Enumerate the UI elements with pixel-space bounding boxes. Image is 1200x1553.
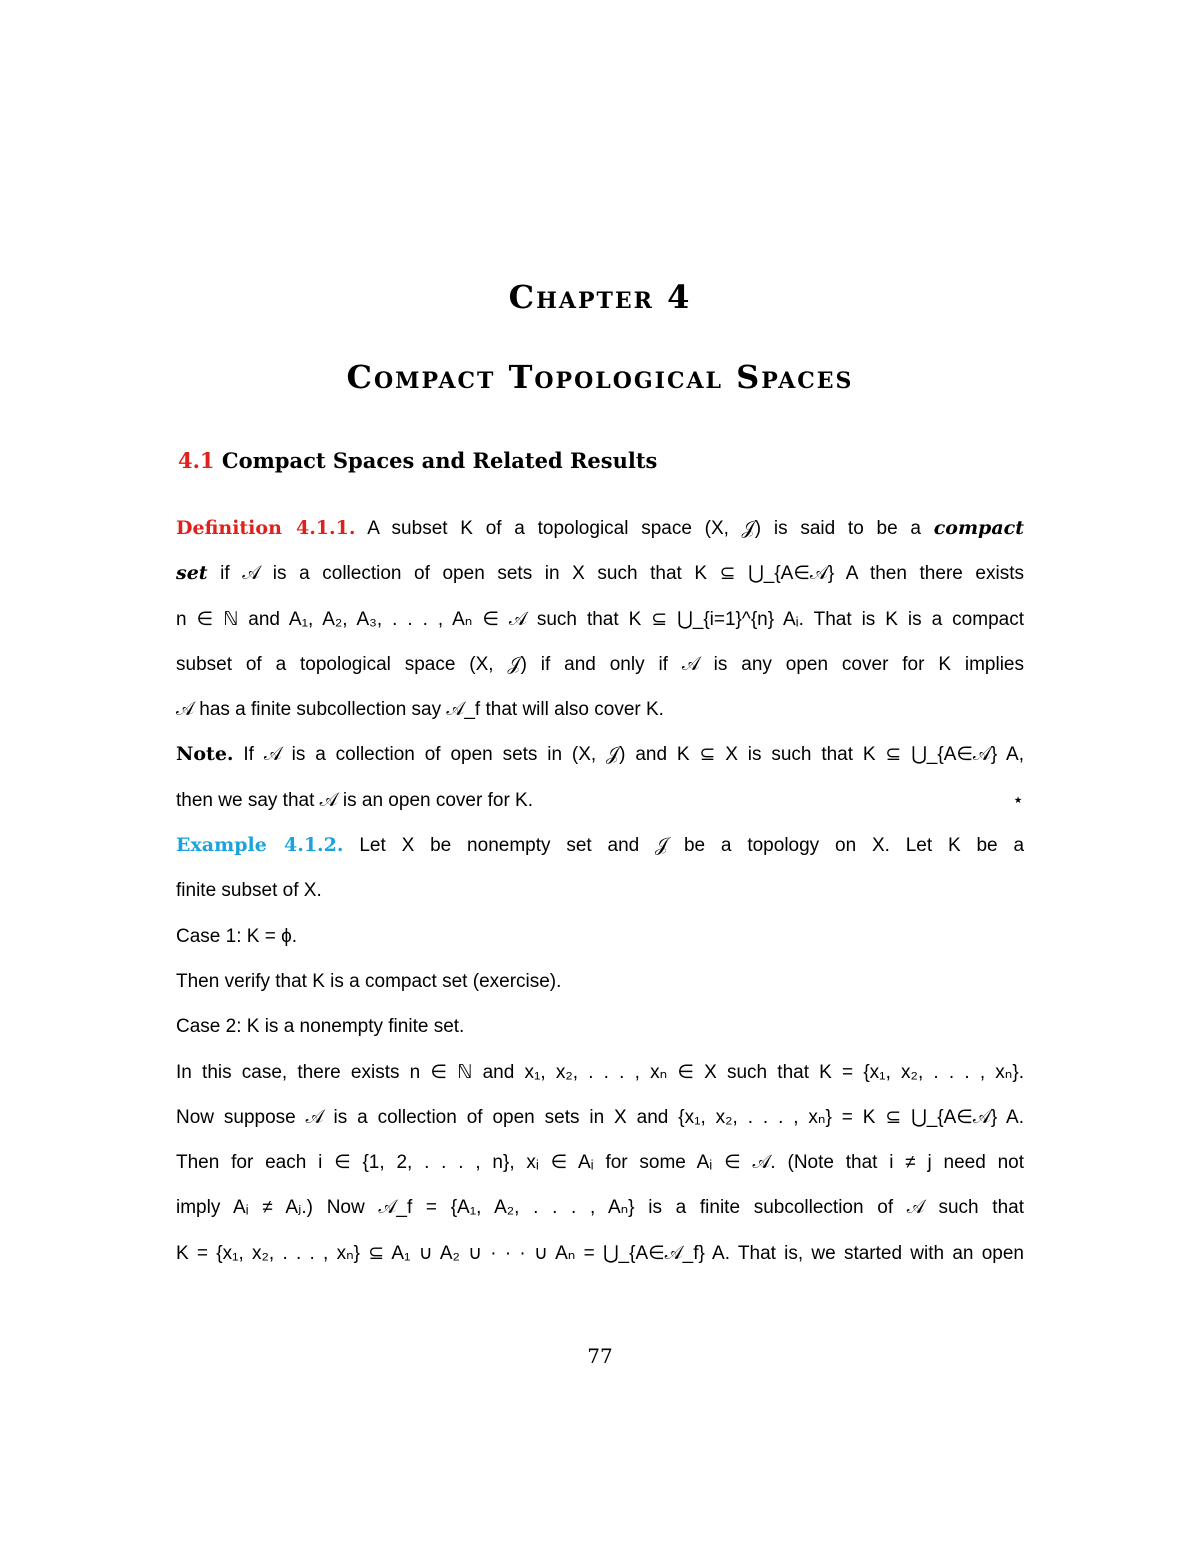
- example-line: Example 4.1.2. Let X be nonempty set and 𝒥 be a topology on X. Let K be a: [176, 834, 1025, 857]
- example-line: Then for each i ∈ {1, 2, . . . , n}, xᵢ ∈ Aᵢ for some Aᵢ ∈ 𝒜. (Note that i ≠ j need not: [176, 1152, 1024, 1174]
- example-line: K = {x₁, x₂, . . . , xₙ} ⊆ A₁ ∪ A₂ ∪ · · · ∪ Aₙ = ⋃_{A∈𝒜_f} A. That is, we started with an open: [176, 1242, 1024, 1264]
- example-line: In this case, there exists n ∈ ℕ and x₁, x₂, . . . , xₙ ∈ X such that K = {x₁, x₂, . . . , xₙ}.: [176, 1061, 1024, 1083]
- body-text: [176, 506, 1024, 1276]
- definition-label: Definition 4.1.1.: [176, 517, 356, 539]
- note-label: Note.: [176, 743, 234, 766]
- example-line: Then verify that K is a compact set (exercise).: [176, 970, 562, 992]
- example-line: Now suppose 𝒜 is a collection of open sets in X and {x₁, x₂, . . . , xₙ} = K ⊆ ⋃_{A∈𝒜} A.: [176, 1106, 1024, 1128]
- section-title: Compact Spaces and Related Results: [221, 448, 658, 473]
- emphasis-compact: compact: [933, 517, 1024, 539]
- definition-line: set if 𝒜 is a collection of open sets in X such that K ⊆ ⋃_{A∈𝒜} A then there exists: [176, 562, 1024, 585]
- example-label: Example 4.1.2.: [176, 834, 344, 857]
- note-line: then we say that 𝒜 is an open cover for K. ⋆: [176, 778, 1024, 823]
- note-line: Note. If 𝒜 is a collection of open sets in (X, 𝒥) and K ⊆ X is such that K ⊆ ⋃_{A∈𝒜} A,: [176, 743, 1025, 766]
- section-number: 4.1: [178, 448, 215, 473]
- emphasis-set: set: [176, 562, 208, 585]
- definition-line: 𝒜 has a finite subcollection say 𝒜_f that will also cover K.: [176, 699, 664, 721]
- definition-line: n ∈ ℕ and A₁, A₂, A₃, . . . , Aₙ ∈ 𝒜 such that K ⊆ ⋃_{i=1}^{n} Aᵢ. That is K is a compact: [176, 608, 1024, 630]
- section-heading: [178, 448, 657, 473]
- definition-line: Definition 4.1.1. A subset K of a topological space (X, 𝒥) is said to be a compact: [176, 517, 1024, 539]
- chapter-title: Compact Topological Spaces: [346, 358, 854, 396]
- example-line: imply Aᵢ ≠ Aⱼ.) Now 𝒜_f = {A₁, A₂, . . . , Aₙ} is a finite subcollection of 𝒜 such that: [176, 1197, 1024, 1219]
- definition-line: subset of a topological space (X, 𝒥) if and only if 𝒜 is any open cover for K implies: [176, 653, 1024, 675]
- example-line: Case 2: K is a nonempty finite set.: [176, 1016, 465, 1038]
- page-number: 77: [587, 1344, 613, 1368]
- chapter-label: Chapter 4: [508, 278, 692, 316]
- example-line: Case 1: K = ϕ.: [176, 925, 298, 947]
- example-line: finite subset of X.: [176, 880, 322, 902]
- end-of-note-mark: ⋆: [1012, 789, 1024, 811]
